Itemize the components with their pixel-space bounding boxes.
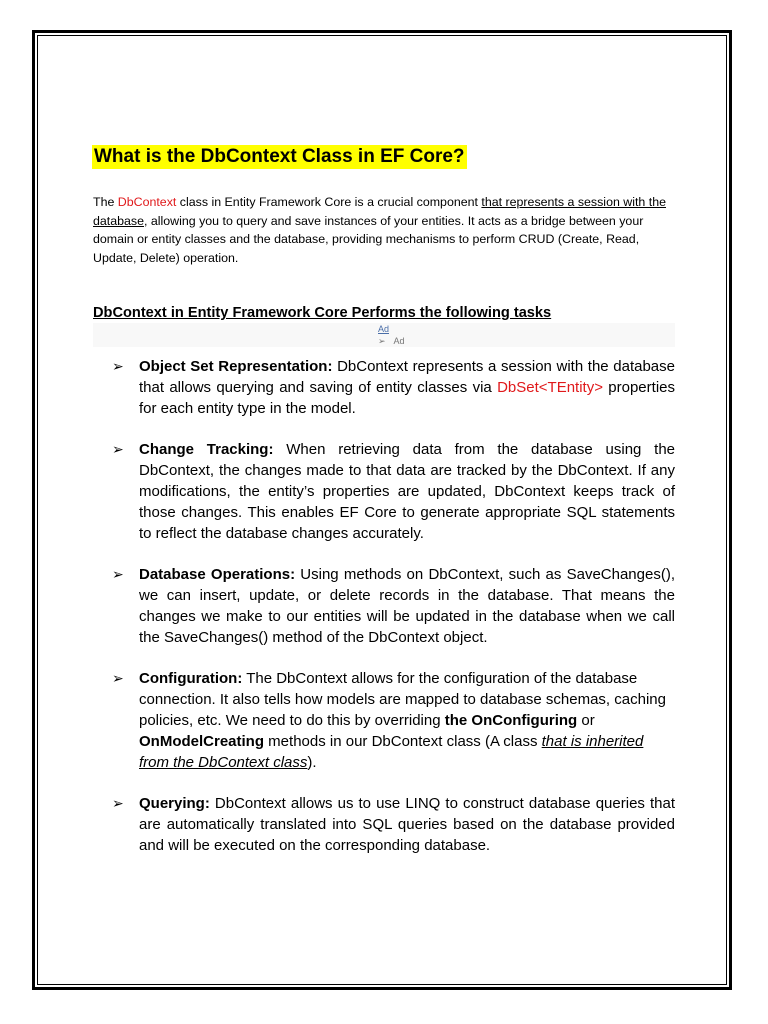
onconfiguring-term: the OnConfiguring <box>444 712 578 729</box>
page-title: What is the DbContext Class in EF Core? <box>94 146 465 167</box>
list-item-text <box>139 793 675 856</box>
list-item-configuration <box>112 668 675 773</box>
list-item-body: Using methods on DbContext, such as SaveChanges(), we can insert, update, or delete records in the database. That means the changes we make to our entities will be updated in the database when we call the SaveChanges() method of the DbContext object. <box>139 566 675 646</box>
intro-underlined-text: that represents a session with the database <box>93 195 666 228</box>
list-item-title: Change Tracking: <box>139 441 274 458</box>
arrow-bullet-icon: ➢ <box>112 566 124 582</box>
ad-banner[interactable] <box>93 323 675 347</box>
list-item-text <box>139 439 675 544</box>
ad-link[interactable]: Ad <box>378 324 390 334</box>
list-item-change-tracking <box>112 439 675 544</box>
task-list <box>112 356 675 876</box>
section-heading: DbContext in Entity Framework Core Performs the following tasks <box>93 305 552 321</box>
intro-text: The <box>93 195 118 209</box>
intro-paragraph <box>93 193 675 267</box>
list-item-body: DbContext represents a session with the database that allows querying and saving of entity classes via <box>139 358 675 396</box>
list-item-body: methods in our DbContext class (A class <box>264 733 542 750</box>
list-item-title: Configuration: <box>139 670 243 687</box>
list-item-text <box>139 564 675 648</box>
list-item-object-set <box>112 356 675 419</box>
list-item-querying <box>112 793 675 856</box>
arrow-bullet-icon: ➢ <box>112 670 124 686</box>
intro-text: , allowing you to query and save instances of your entities. It acts as a bridge between your domain or entity classes and the database, providing mechanisms to perform CRUD (Create, Read, Update, Delete) operation. <box>93 213 644 265</box>
list-item-body: or <box>577 712 595 729</box>
list-item-body: When retrieving data from the database using the DbContext, the changes made to that data are tracked by the DbContext. If any modifications, the entity’s properties are updated, DbContext keeps track of those changes. This enables EF Core to generate appropriate SQL statements to reflect the database changes accurately. <box>139 441 675 542</box>
ad-arrow-icon: ➢ <box>378 336 386 346</box>
arrow-bullet-icon: ➢ <box>112 358 124 374</box>
list-item-database-operations <box>112 564 675 648</box>
arrow-bullet-icon: ➢ <box>112 795 124 811</box>
list-item-body: properties for each entity type in the model. <box>139 379 675 417</box>
intro-dbcontext-term: DbContext <box>117 195 177 209</box>
list-item-title: Object Set Representation: <box>139 358 333 375</box>
onmodelcreating-term: OnModelCreating <box>139 733 265 750</box>
ad-label: Ad <box>393 336 405 346</box>
list-item-body: ). <box>307 754 317 771</box>
list-item-title: Querying: <box>139 795 210 812</box>
intro-text: class in Entity Framework Core is a crucial component <box>176 195 482 209</box>
list-item-text <box>139 356 675 419</box>
list-item-title: Database Operations: <box>139 566 296 583</box>
list-item-body: DbContext allows us to use LINQ to construct database queries that are automatically translated into SQL queries based on the database provided and will be executed on the corresponding database. <box>139 795 675 854</box>
list-item-body: The DbContext allows for the configuration of the database connection. It also tells how models are mapped to database schemas, caching policies, etc. We need to do this by overriding <box>139 670 666 729</box>
dbset-term: DbSet<TEntity> <box>497 379 603 396</box>
emphasized-text: that is inherited from the DbContext class <box>139 733 644 771</box>
arrow-bullet-icon: ➢ <box>112 441 124 457</box>
ad-label-row <box>378 336 405 347</box>
list-item-text <box>139 668 675 773</box>
